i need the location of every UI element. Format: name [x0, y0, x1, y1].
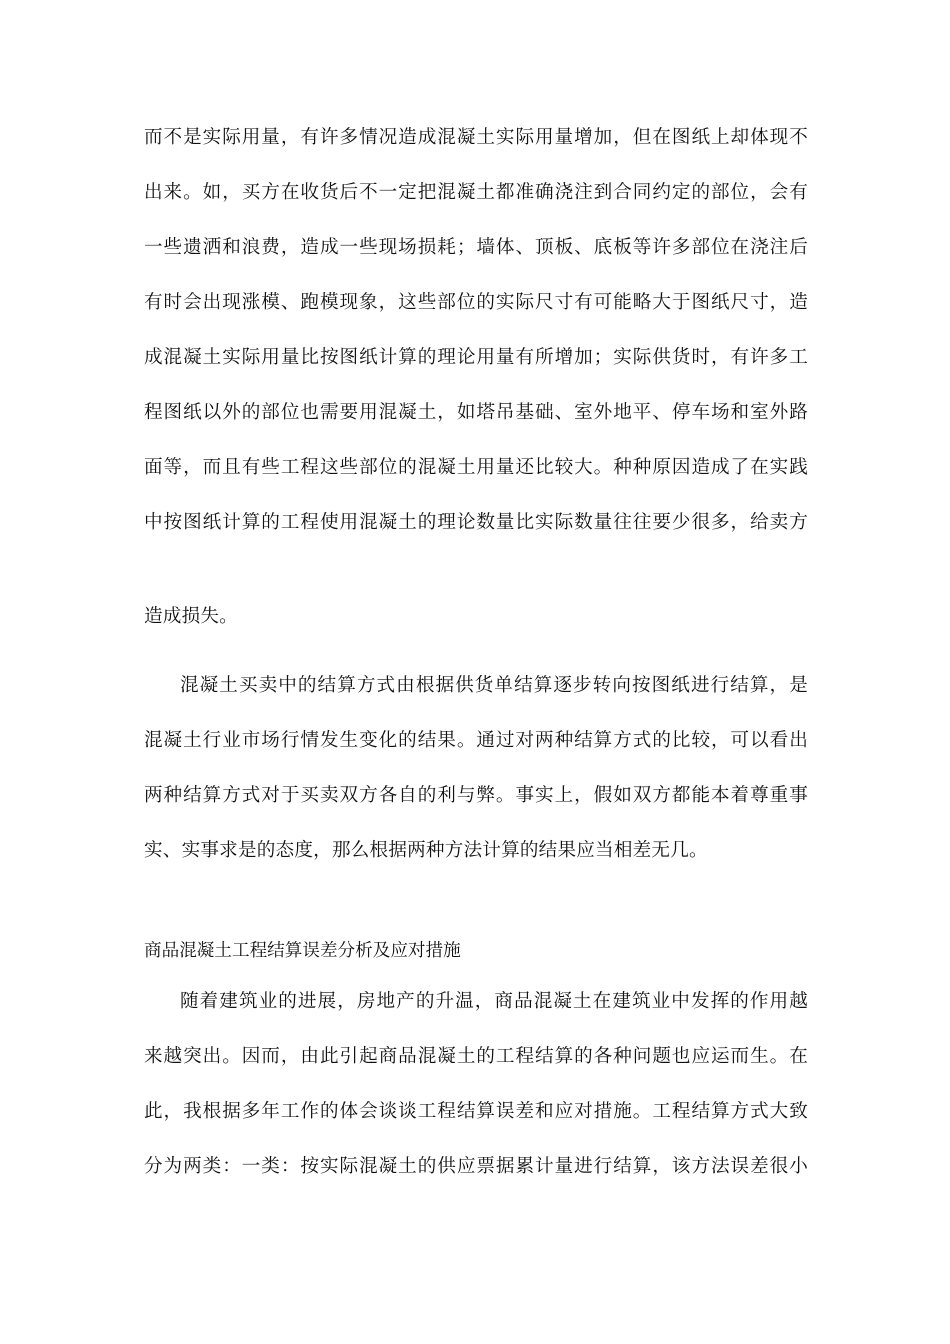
text-line: 来越突出。因而，由此引起商品混凝土的工程结算的各种问题也应运而生。在 — [144, 1046, 808, 1067]
text-line: 一些遗洒和浪费，造成一些现场损耗；墙体、顶板、底板等许多部位在浇注后 — [144, 237, 808, 258]
text-line: 实、实事求是的态度，那么根据两种方法计算的结果应当相差无几。 — [144, 840, 708, 861]
text-line: 造成损失。 — [144, 606, 238, 627]
text-line: 随着建筑业的进展，房地产的升温，商品混凝土在建筑业中发挥的作用越 — [180, 991, 808, 1012]
section-heading: 商品混凝土工程结算误差分析及应对措施 — [144, 941, 461, 961]
text-line: 出来。如，买方在收货后不一定把混凝土都准确浇注到合同约定的部位，会有 — [144, 182, 808, 203]
text-line: 混凝土买卖中的结算方式由根据供货单结算逐步转向按图纸进行结算，是 — [180, 675, 808, 696]
text-line: 中按图纸计算的工程使用混凝土的理论数量比实际数量往往要少很多，给卖方 — [144, 512, 808, 533]
text-line: 两种结算方式对于买卖双方各自的利与弊。事实上，假如双方都能本着尊重事 — [144, 785, 808, 806]
text-line: 程图纸以外的部位也需要用混凝土，如塔吊基础、室外地平、停车场和室外路 — [144, 402, 808, 423]
text-line: 面等，而且有些工程这些部位的混凝土用量还比较大。种种原因造成了在实践 — [144, 457, 808, 478]
text-line: 此，我根据多年工作的体会谈谈工程结算误差和应对措施。工程结算方式大致 — [144, 1101, 808, 1122]
text-line: 混凝土行业市场行情发生变化的结果。通过对两种结算方式的比较，可以看出 — [144, 730, 808, 751]
text-line: 成混凝土实际用量比按图纸计算的理论用量有所增加；实际供货时，有许多工 — [144, 347, 808, 368]
text-line: 有时会出现涨模、跑模现象，这些部位的实际尺寸有可能略大于图纸尺寸，造 — [144, 292, 808, 313]
text-line: 而不是实际用量，有许多情况造成混凝土实际用量增加，但在图纸上却体现不 — [144, 127, 808, 148]
text-line: 分为两类：一类：按实际混凝土的供应票据累计量进行结算，该方法误差很小 — [144, 1156, 808, 1177]
